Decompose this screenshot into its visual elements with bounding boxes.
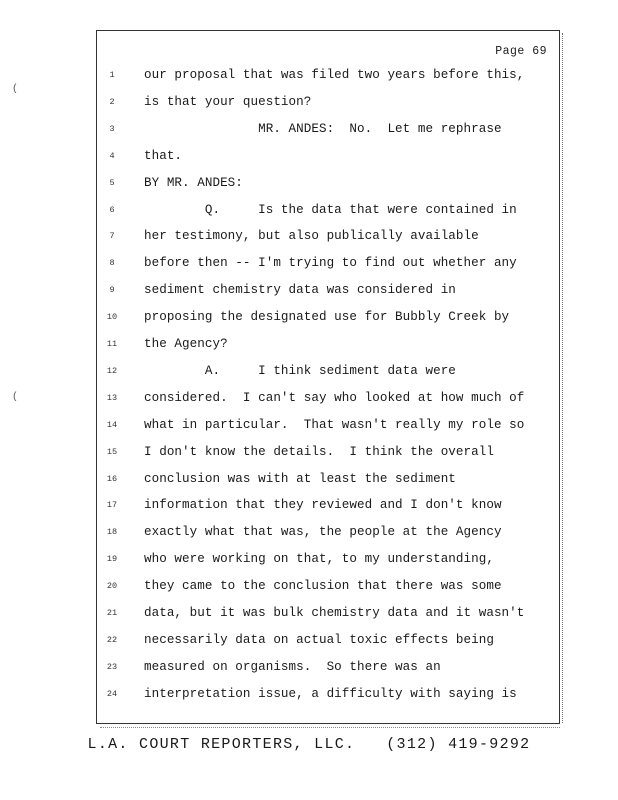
line-number: 5 [109, 177, 115, 188]
line-number: 18 [106, 527, 118, 538]
transcript-line [97, 253, 561, 273]
line-number: 16 [106, 473, 118, 484]
transcript-line [97, 119, 561, 139]
line-text: interpretation issue, a difficulty with saying is [144, 686, 517, 701]
footer-reporter: L.A. COURT REPORTERS, LLC. (312) 419-9292 [87, 736, 531, 753]
line-text: her testimony, but also publically available [144, 229, 479, 244]
line-number: 23 [106, 661, 118, 672]
transcript-frame [96, 30, 560, 724]
line-text: proposing the designated use for Bubbly Creek by [144, 310, 510, 325]
transcript-line [97, 684, 561, 704]
line-text: considered. I can't say who looked at how much of [144, 390, 525, 405]
line-number: 15 [106, 446, 118, 457]
line-number: 10 [106, 312, 118, 323]
line-number: 6 [109, 204, 115, 215]
line-number: 19 [106, 554, 118, 565]
margin-mark: ( [12, 392, 19, 403]
line-number: 24 [106, 688, 118, 699]
line-number: 14 [106, 419, 118, 430]
line-text: what in particular. That wasn't really my role so [144, 417, 525, 432]
line-text: the Agency? [144, 337, 228, 351]
line-text: who were working on that, to my understanding, [144, 552, 494, 567]
transcript-line [97, 442, 561, 462]
line-text: MR. ANDES: No. Let me rephrase [144, 121, 502, 136]
transcript-line [97, 469, 561, 489]
line-number: 12 [106, 365, 118, 376]
line-text: I don't know the details. I think the overall [144, 444, 494, 459]
line-text: before then -- I'm trying to find out whether any [144, 256, 517, 271]
line-number: 11 [106, 339, 118, 349]
line-number: 22 [106, 634, 118, 645]
transcript-line [97, 495, 561, 515]
transcript-line [97, 361, 561, 381]
transcript-line [97, 200, 561, 220]
line-number: 8 [109, 258, 115, 269]
line-text: that. [144, 148, 183, 163]
transcript-line [97, 334, 561, 354]
transcript-line [97, 173, 561, 193]
line-number: 13 [106, 392, 118, 403]
transcript-line [97, 307, 561, 327]
transcript-line [97, 657, 561, 677]
margin-mark: ( [12, 84, 19, 95]
transcript-line [97, 280, 561, 300]
line-text: conclusion was with at least the sediment [144, 471, 456, 486]
transcript-line [97, 146, 561, 166]
line-text: our proposal that was filed two years before this, [144, 68, 525, 82]
transcript-line [97, 630, 561, 650]
transcript-line [97, 226, 561, 246]
transcript-line [97, 388, 561, 408]
line-text: information that they reviewed and I don't know [144, 498, 502, 513]
line-text: Q. Is the data that were contained in [144, 202, 517, 217]
line-number: 21 [106, 608, 118, 618]
transcript-line [97, 65, 561, 85]
line-number: 3 [109, 123, 115, 134]
line-number: 7 [109, 231, 115, 242]
line-text: necessarily data on actual toxic effects being [144, 632, 494, 647]
transcript-line [97, 522, 561, 542]
line-number: 4 [109, 150, 115, 161]
page-number: Page 69 [495, 45, 547, 58]
transcript-line [97, 549, 561, 569]
line-text: is that your question? [144, 94, 312, 109]
transcript-line [97, 415, 561, 435]
transcript-line [97, 92, 561, 112]
line-text: A. I think sediment data were [144, 363, 456, 378]
line-text: measured on organisms. So there was an [144, 659, 441, 674]
transcript-line [97, 603, 561, 623]
line-number: 20 [106, 581, 118, 592]
line-number: 1 [109, 70, 115, 80]
line-text: sediment chemistry data was considered in [144, 283, 456, 298]
line-text: data, but it was bulk chemistry data and it wasn't [144, 606, 525, 620]
line-text: exactly what that was, the people at the Agency [144, 525, 502, 540]
transcript-line [97, 576, 561, 596]
divider [100, 727, 560, 729]
line-text: BY MR. ANDES: [144, 175, 243, 190]
line-text: they came to the conclusion that there was some [144, 579, 502, 594]
line-number: 2 [109, 96, 115, 107]
line-number: 17 [106, 500, 118, 511]
line-number: 9 [109, 285, 115, 296]
